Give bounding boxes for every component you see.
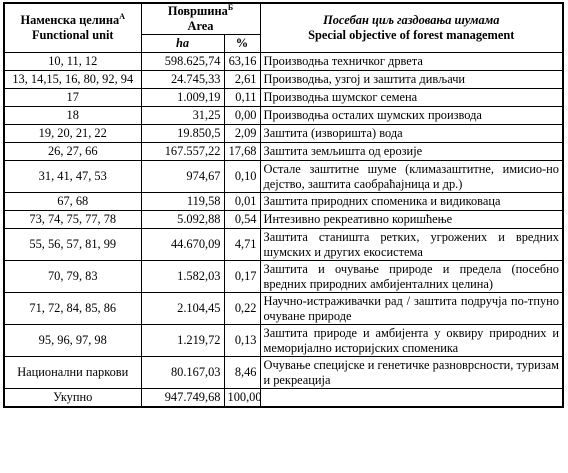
header-area-sr: Површина — [167, 4, 228, 18]
cell-pct: 0,17 — [224, 261, 260, 293]
cell-objective: Заштита природе и амбијента у оквиру природних и меморијално историјских споменика — [260, 325, 563, 357]
cell-unit: 26, 27, 66 — [4, 143, 141, 161]
forest-management-table-container — [3, 2, 562, 471]
cell-pct: 2,09 — [224, 125, 260, 143]
header-objective — [260, 3, 563, 53]
header-ha: ha — [141, 35, 224, 53]
cell-ha: 974,67 — [141, 161, 224, 193]
cell-pct: 63,16 — [224, 53, 260, 71]
header-area — [141, 3, 260, 35]
table-row — [4, 229, 563, 261]
cell-pct: 2,61 — [224, 71, 260, 89]
cell-pct: 0,54 — [224, 211, 260, 229]
table-row — [4, 89, 563, 107]
cell-ha: 31,25 — [141, 107, 224, 125]
cell-objective: Заштита земљишта од ерозије — [260, 143, 563, 161]
cell-pct: 0,11 — [224, 89, 260, 107]
cell-ha: 2.104,45 — [141, 293, 224, 325]
cell-objective: Заштита и очување природе и предела (посебно вредних природних амбијенталних целина) — [260, 261, 563, 293]
cell-objective: Заштита природних споменика и видиковаца — [260, 193, 563, 211]
cell-objective: Остале заштитне шуме (климазаштитне, имисио-но дејство, заштита саобраћајница и др.) — [260, 161, 563, 193]
cell-pct: 0,01 — [224, 193, 260, 211]
total-ha: 947.749,68 — [141, 389, 224, 407]
table-row — [4, 107, 563, 125]
header-functional-unit — [4, 3, 141, 53]
cell-unit: 95, 96, 97, 98 — [4, 325, 141, 357]
cell-unit: 70, 79, 83 — [4, 261, 141, 293]
cell-pct: 0,00 — [224, 107, 260, 125]
cell-ha: 44.670,09 — [141, 229, 224, 261]
header-pct: % — [224, 35, 260, 53]
cell-objective: Производња осталих шумских производа — [260, 107, 563, 125]
cell-ha: 167.557,22 — [141, 143, 224, 161]
header-row — [4, 3, 563, 35]
cell-objective: Заштита станишта ретких, угрожених и вредних шумских и других екосистема — [260, 229, 563, 261]
header-unit-en: Functional unit — [31, 28, 114, 42]
cell-unit: Национални паркови — [4, 357, 141, 389]
cell-objective: Заштита (изворишта) вода — [260, 125, 563, 143]
cell-ha: 5.092,88 — [141, 211, 224, 229]
cell-objective: Интезивно рекреативно коришћење — [260, 211, 563, 229]
total-objective — [260, 389, 563, 407]
cell-unit: 31, 41, 47, 53 — [4, 161, 141, 193]
cell-objective: Производња техничког дрвета — [260, 53, 563, 71]
cell-unit: 55, 56, 57, 81, 99 — [4, 229, 141, 261]
header-area-en: Area — [187, 19, 214, 33]
table-row — [4, 211, 563, 229]
cell-ha: 1.009,19 — [141, 89, 224, 107]
cell-unit: 10, 11, 12 — [4, 53, 141, 71]
cell-ha: 19.850,5 — [141, 125, 224, 143]
table-row — [4, 125, 563, 143]
header-objective-sr: Посебан циљ газдовања шумама — [323, 13, 500, 27]
table-row — [4, 53, 563, 71]
table-row — [4, 293, 563, 325]
cell-unit: 13, 14,15, 16, 80, 92, 94 — [4, 71, 141, 89]
header-unit-sr: Наменска целина — [20, 13, 120, 27]
header-unit-sup: А — [119, 11, 125, 21]
table-row — [4, 325, 563, 357]
total-row — [4, 389, 563, 407]
cell-ha: 24.745,33 — [141, 71, 224, 89]
table-row — [4, 193, 563, 211]
table-row — [4, 71, 563, 89]
table-row — [4, 161, 563, 193]
cell-pct: 0,22 — [224, 293, 260, 325]
cell-objective: Очување специјске и генетичке разноврсности, туризам и рекреација — [260, 357, 563, 389]
cell-unit: 17 — [4, 89, 141, 107]
cell-unit: 19, 20, 21, 22 — [4, 125, 141, 143]
cell-pct: 4,71 — [224, 229, 260, 261]
table-row — [4, 261, 563, 293]
forest-management-table — [3, 2, 564, 408]
header-objective-en: Special objective of forest management — [308, 28, 515, 42]
cell-unit: 18 — [4, 107, 141, 125]
table-row — [4, 143, 563, 161]
cell-ha: 1.582,03 — [141, 261, 224, 293]
cell-ha: 80.167,03 — [141, 357, 224, 389]
cell-pct: 17,68 — [224, 143, 260, 161]
cell-pct: 8,46 — [224, 357, 260, 389]
cell-unit: 73, 74, 75, 77, 78 — [4, 211, 141, 229]
header-area-sup: Б — [227, 2, 234, 12]
total-label: Укупно — [4, 389, 141, 407]
cell-objective: Научно-истраживачки рад / заштита подручја по-тпуно очуване природе — [260, 293, 563, 325]
cell-ha: 598.625,74 — [141, 53, 224, 71]
cell-unit: 71, 72, 84, 85, 86 — [4, 293, 141, 325]
cell-pct: 0,13 — [224, 325, 260, 357]
cell-ha: 1.219,72 — [141, 325, 224, 357]
cell-pct: 0,10 — [224, 161, 260, 193]
table-row — [4, 357, 563, 389]
cell-objective: Производња шумског семена — [260, 89, 563, 107]
cell-ha: 119,58 — [141, 193, 224, 211]
total-pct: 100,00 — [224, 389, 260, 407]
cell-objective: Производња, узгој и заштита дивљачи — [260, 71, 563, 89]
cell-unit: 67, 68 — [4, 193, 141, 211]
